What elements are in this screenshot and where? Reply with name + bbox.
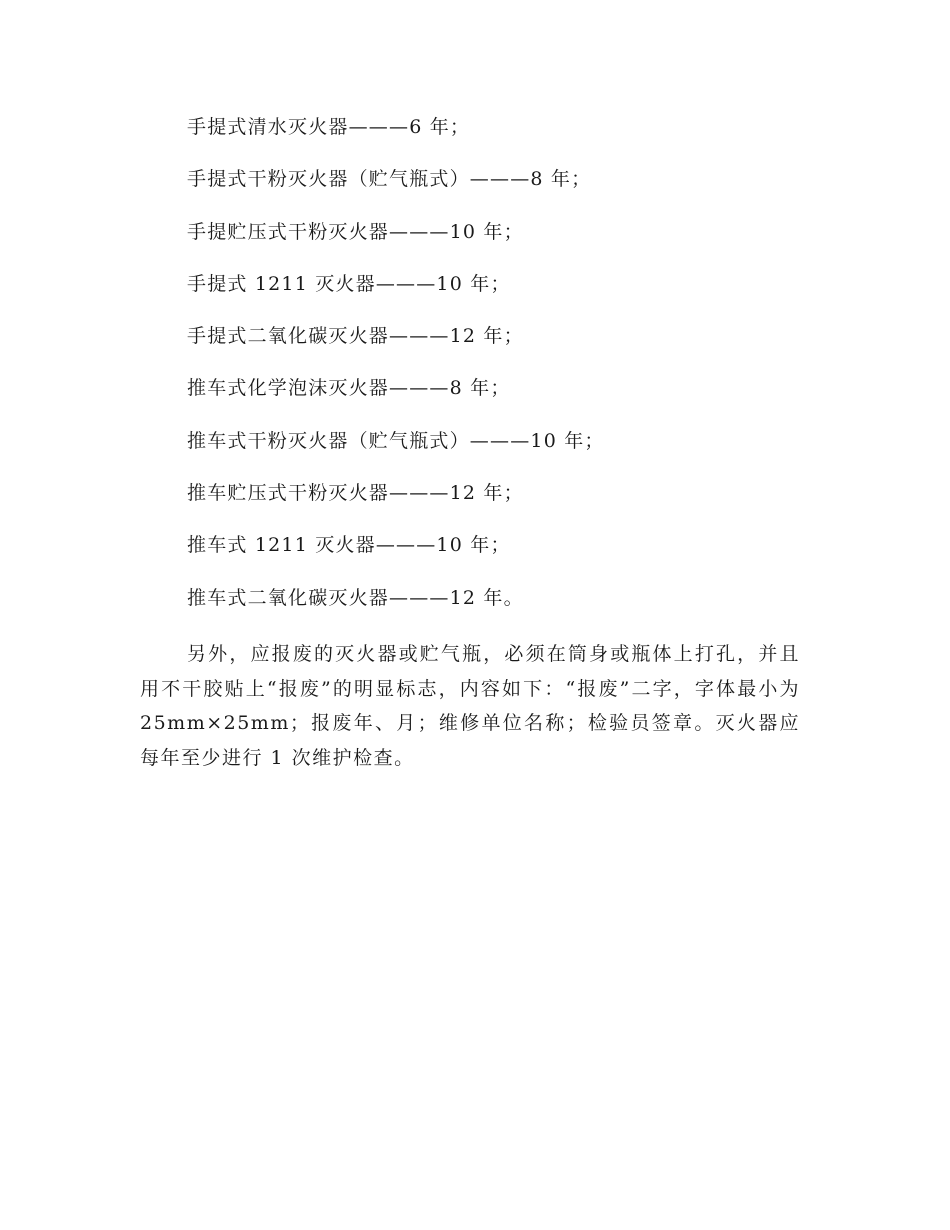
list-item: 手提式 1211 灭火器———10 年； xyxy=(187,272,511,295)
list-item: 推车式二氧化碳灭火器———12 年。 xyxy=(187,586,524,609)
list-item: 推车贮压式干粉灭火器———12 年； xyxy=(187,482,524,505)
extinguisher-lifespan-list xyxy=(187,112,827,635)
list-item: 手提式干粉灭火器（贮气瓶式）———8 年； xyxy=(187,168,592,191)
scrapping-paragraph: 另外，应报废的灭火器或贮气瓶，必须在筒身或瓶体上打孔，并且用不干胶贴上“报废”的明显标志，内容如下：“报废”二字，字体最小为 25mm×25mm；报废年、月；维修单位名称；检验员签章。灭火器应每年至少进行 1 次维护检查。 xyxy=(140,643,800,769)
list-item: 手提式二氧化碳灭火器———12 年； xyxy=(187,325,524,348)
list-item: 手提贮压式干粉灭火器———10 年； xyxy=(187,220,524,243)
list-item: 手提式清水灭火器———6 年； xyxy=(187,116,471,138)
list-item: 推车式干粉灭火器（贮气瓶式）———10 年； xyxy=(187,429,605,452)
list-item: 推车式化学泡沫灭火器———8 年； xyxy=(187,377,511,400)
list-item: 推车式 1211 灭火器———10 年； xyxy=(187,534,511,557)
